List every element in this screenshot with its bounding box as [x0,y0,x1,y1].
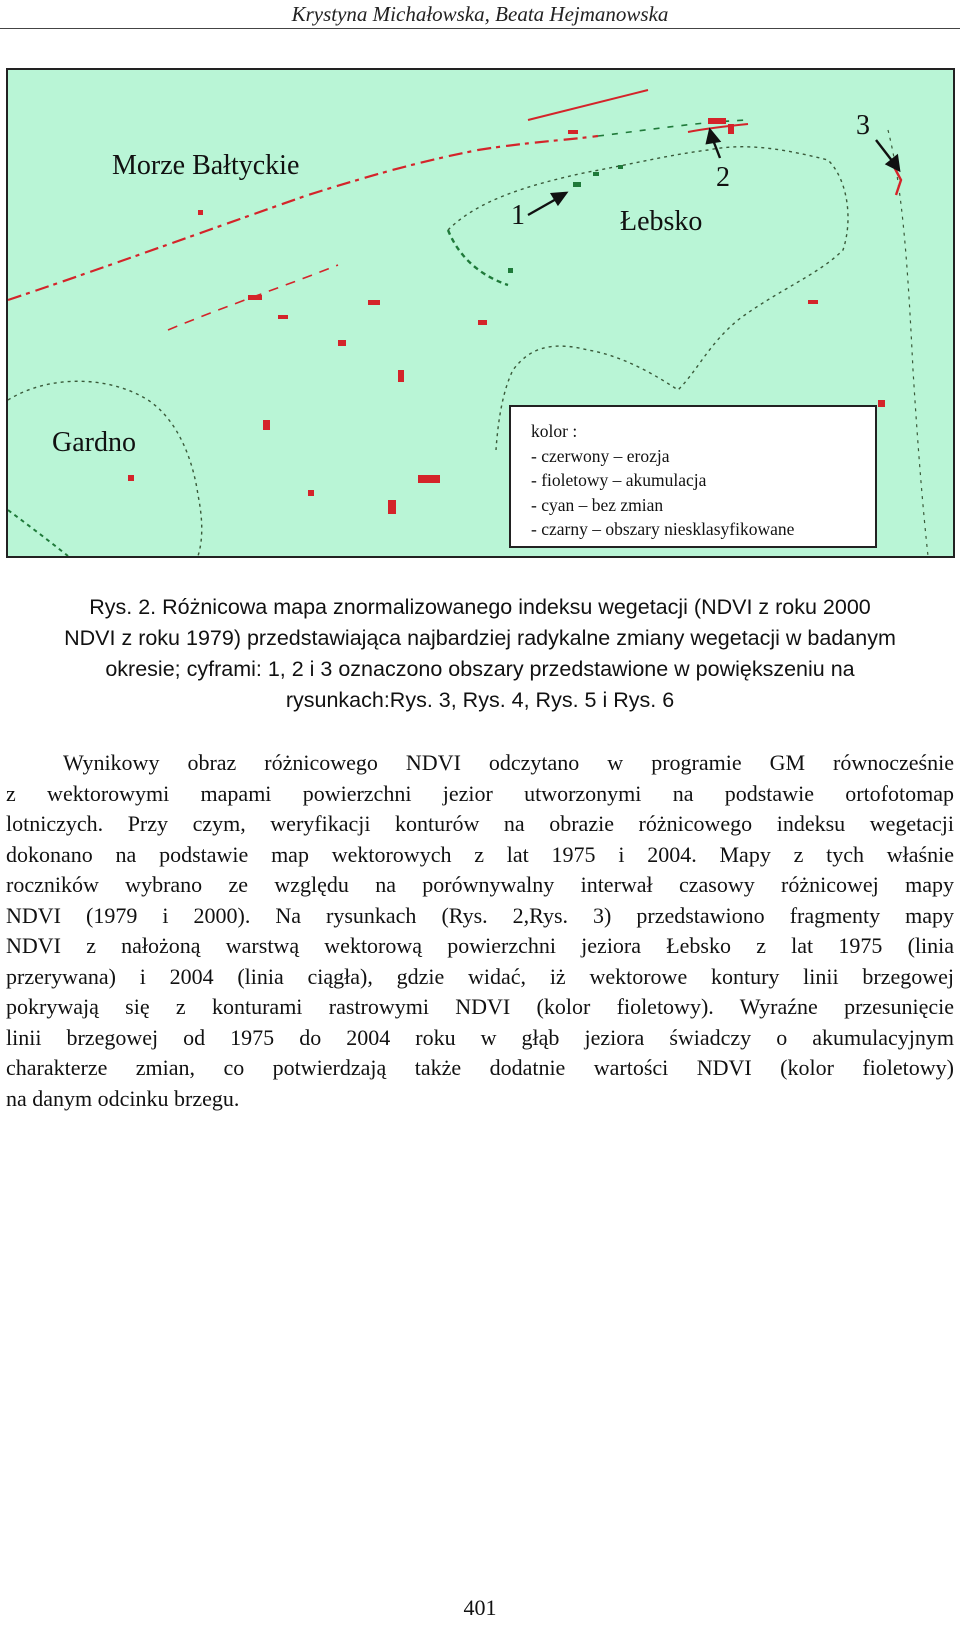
caption-line: okresie; cyframi: 1, 2 i 3 oznaczono obszary przedstawione w powiększeniu na [105,657,855,681]
caption-line: NDVI z roku 1979) przedstawiająca najbardziej radykalne zmiany wegetacji w badanym [64,626,896,650]
paragraph-line: Wynikowy obraz różnicowego NDVI odczytano w programie GM równocześnie [63,750,954,775]
sea-coastline [8,136,598,300]
lebsko-green-shore [448,230,508,285]
gardno-green-shore [8,510,68,556]
paragraph-line: dokonano na podstawie map wektorowych z lat 1975 i 2004. Mapy z tych właśnie [6,841,954,867]
caption-line: Rys. 2. Różnicowa mapa znormalizowanego indeksu wegetacji (NDVI z roku 2000 [89,595,871,619]
arrow-2 [707,130,720,158]
paragraph-line: przerywana) i 2004 (linia ciągła), gdzie widać, iż wektorowe kontury linii brzegowej [6,963,954,989]
paragraph-line: z wektorowymi mapami powierzchni jezior utworzonymi na podstawie ortofotomap [6,780,954,806]
legend-title: kolor : [531,421,578,441]
caption-line: rysunkach:Rys. 3, Rys. 4, Rys. 5 i Rys. 6 [285,688,675,712]
gardno-shoreline [8,381,202,556]
paragraph-line: NDVI (1979 i 2000). Na rysunkach (Rys. 2,Rys. 3) przedstawiono fragmenty mapy [6,902,954,928]
upper-red-line [528,90,748,132]
figure-caption [0,592,960,716]
green-specks [508,165,623,273]
paragraph-line: NDVI z nałożoną warstwą wektorową powierzchni jeziora Łebsko z lat 1975 (linia [6,933,954,958]
paragraph-line: na danym odcinku brzegu. [6,1085,240,1111]
legend-item-no-change: - cyan – bez zmian [531,494,664,515]
marker-3: 3 [856,110,870,141]
legend-item-erosion: - czerwony – erozja [531,445,670,466]
paragraph-line: charakterze zmian, co potwierdzają także dodatnie wartości NDVI (kolor fioletowy) [6,1055,954,1080]
east-coast [888,130,928,556]
header-rule [0,28,960,29]
marker-1: 1 [511,200,525,231]
paragraph-line: roczników wybrano ze względu na porównywalny interwał czasowy różnicowej mapy [6,872,954,897]
paragraph-line: lotniczych. Przy czym, weryfikacji konturów na obrazie różnicowego indeksu wegetacji [6,811,954,836]
legend-item-accumulation: - fioletowy – akumulacja [531,470,707,490]
label-morze-baltyckie: Morze Bałtyckie [112,150,300,181]
arrow-3 [876,140,899,170]
marker-2: 2 [716,162,730,193]
arrow-1 [528,193,566,215]
paragraph-line: pokrywają się z konturami rastrowymi NDVI (kolor fioletowy). Wyraźne przesunięcie [6,994,954,1019]
ndvi-difference-map [6,68,955,558]
page-number: 401 [463,1595,497,1620]
label-gardno: Gardno [52,427,136,458]
paragraph-line: linii brzegowej od 1975 do 2004 roku w głąb jeziora świadczy o akumulacyjnym [6,1024,954,1050]
body-paragraph [6,748,954,1114]
map-legend [509,405,877,548]
legend-item-unclassified: - czarny – obszary niesklasyfikowane [531,519,795,539]
label-lebsko: Łebsko [620,206,703,237]
running-head: Krystyna Michałowska, Beata Hejmanowska [291,2,669,26]
